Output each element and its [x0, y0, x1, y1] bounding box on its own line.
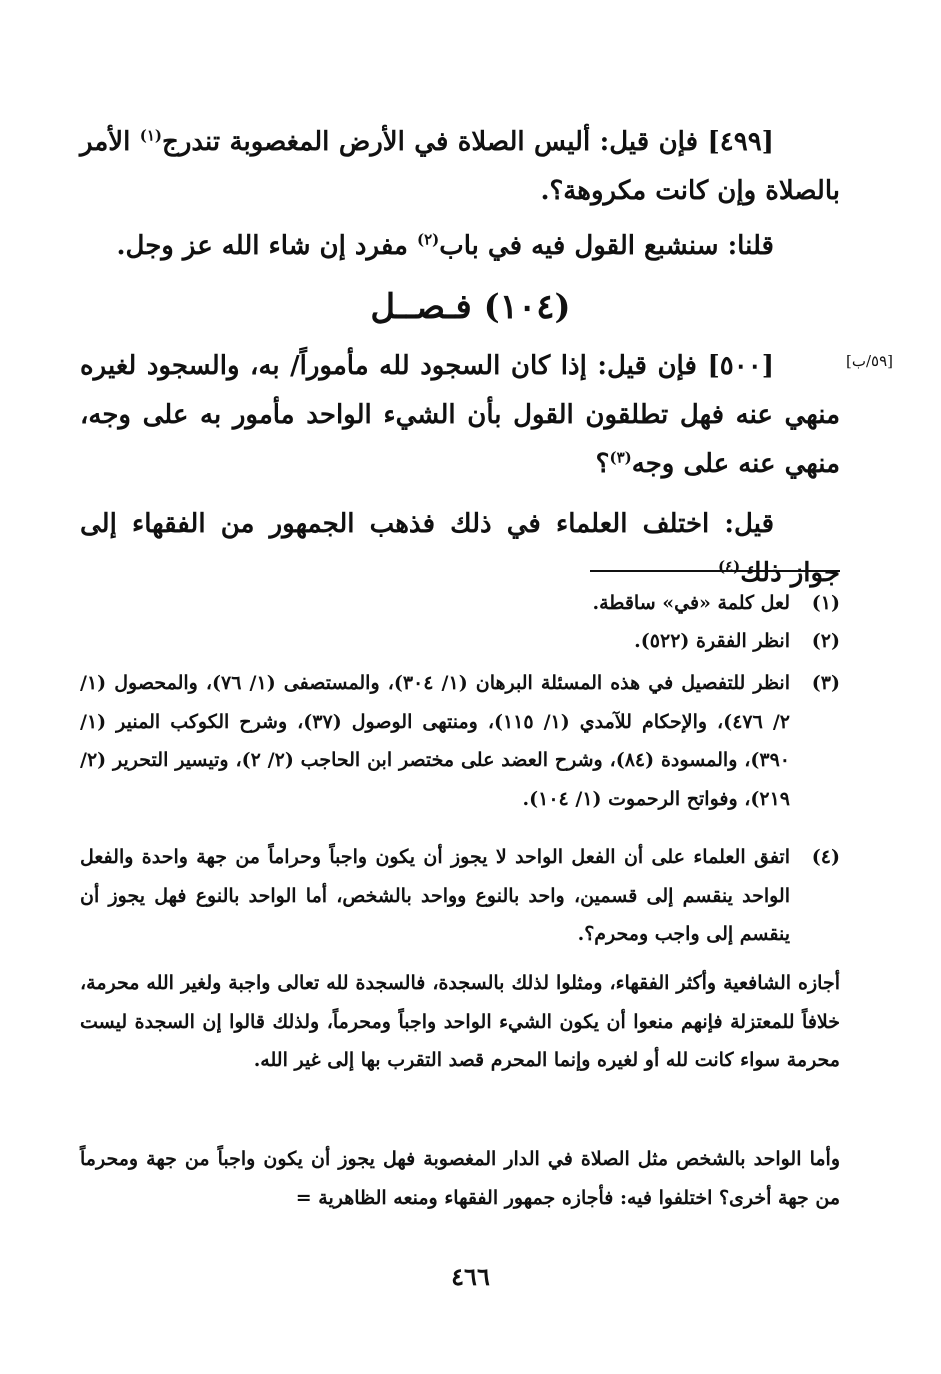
section-heading: (١٠٤) فـصــل [370, 287, 571, 327]
footnote-text: انظر للتفصيل في هذه المسئلة البرهان (١/ ٣٠٤)، والمستصفى (١/ ٧٦)، والمحصول (١/ ٢/ ٤٧٦)، والإحكام للآمدي (١/ ١١٥)، ومنتهى الوصول (٣٧)، وشرح الكوكب المنير (١/ ٣٩٠)، والمسودة (٨٤)، وشرح العضد على مختصر ابن الحاجب (٢/ ٢)، وتيسير التحرير (٢/ ٢١٩)، وفواتح الرحموت (١/ ١٠٤). [80, 672, 791, 810]
paragraph-marker: [٤٩٩] [707, 127, 774, 157]
margin-folio-note: [٥٩/ب] [846, 352, 894, 370]
footnote-number: (١) [811, 592, 840, 614]
footnote-text: لعل كلمة «في» ساقطة. [592, 592, 790, 614]
footnote-2 [80, 622, 840, 661]
footnote-4-continuation: وأما الواحد بالشخص مثل الصلاة في الدار المغصوبة فهل يجوز أن يكون واجباً من جهة ومحرماً من جهة أخرى؟ اختلفوا فيه: فأجازه جمهور الفقهاء ومنعه الظاهرية = [80, 1148, 840, 1209]
footnote-number: (٢) [811, 630, 840, 652]
footnote-ref[interactable]: (١) [139, 126, 163, 145]
paragraph-text: ؟ [595, 449, 610, 479]
paragraph-499 [80, 118, 840, 216]
footnote-ref[interactable]: (٤) [717, 557, 741, 576]
paragraph-marker: [٥٠٠] [707, 351, 774, 381]
footnote-1 [80, 584, 840, 623]
paragraph-text: فإن قيل: إذا كان السجود لله مأموراً/ به، والسجود لغيره منهي عنه فهل تطلقون القول بأن الشيء الواحد مأمور به على وجه، منهي عنه على وجه [80, 351, 840, 479]
paragraph-text: الأمر بالصلاة وإن كانت مكروهة؟. [80, 127, 840, 206]
answer-499 [80, 222, 840, 271]
footnote-ref[interactable]: (٢) [416, 230, 440, 249]
footnote-ref[interactable]: (٣) [609, 448, 632, 467]
paragraph-500 [80, 342, 840, 489]
footnote-4-continuation: أجازه الشافعية وأكثر الفقهاء، ومثلوا لذلك بالسجدة، فالسجدة لله تعالى واجبة ولغير الله محرمة، خلافاً للمعتزلة فإنهم منعوا أن يكون الشيء الواحد واجباً ومحرماً، ولذلك قالوا إن السجدة ليست محرمة سواء كانت لله أو لغيره وإنما المحرم قصد التقرب بها إلى غير الله. [80, 972, 840, 1071]
footnote-text: اتفق العلماء على أن الفعل الواحد لا يجوز أن يكون واجباً وحراماً من جهة واحدة والفعل الواحد ينقسم إلى قسمين، واحد بالنوع وواحد بالشخص، أما الواحد بالنوع فهل يجوز أن ينقسم إلى واجب ومحرم؟. [80, 846, 790, 945]
footnote-number: (٤) [811, 846, 840, 868]
paragraph-text: فإن قيل: أليس الصلاة في الأرض المغصوبة تندرج [162, 127, 699, 157]
footnote-number: (٣) [811, 672, 840, 694]
paragraph-text: قيل: اختلف العلماء في ذلك فذهب الجمهور من الفقهاء إلى جواز ذلك [80, 509, 840, 588]
footnote-text: انظر الفقرة (٥٢٢). [634, 630, 790, 652]
page-number: ٤٦٦ [451, 1262, 490, 1291]
paragraph-text: مفرد إن شاء الله عز وجل. [116, 231, 408, 261]
paragraph-text: قلنا: سنشبع القول فيه في باب [439, 231, 774, 261]
footnote-4 [80, 838, 840, 954]
footnote-3 [80, 664, 840, 818]
footnote-separator [590, 570, 840, 572]
